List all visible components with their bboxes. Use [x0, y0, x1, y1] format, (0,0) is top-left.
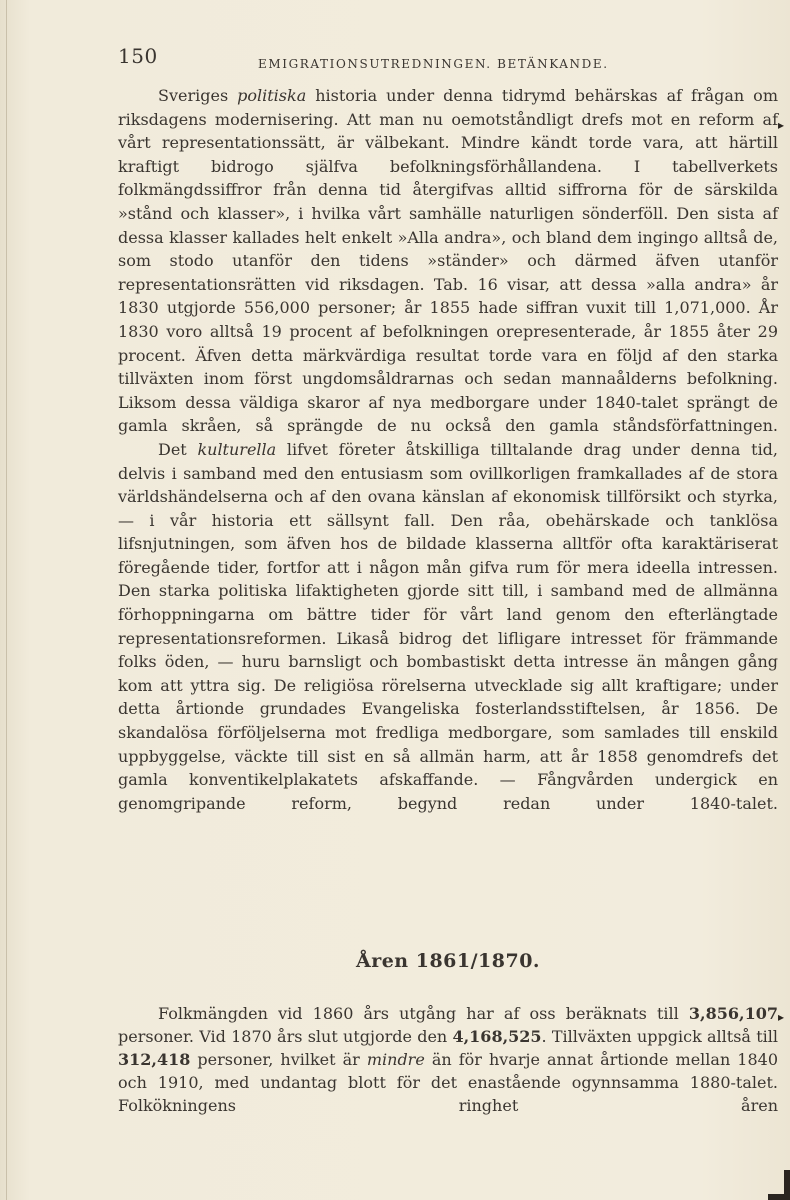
paragraph-1-rest: historia under denna tidrymd behärskas af frågan om riksdagens modernisering. Att man nu oemotståndligt drefs mot en reform af vårt representationssätt, är välbekant. Mindre kändt torde vara, att härtill kraftigt bidrogo själfva befolkningsförhållandena. I tabellverkets folkmängdssiffror från denna tid återgifvas alltid siffrorna för de särskilda »stånd och klasser», i hvilka vårt samhälle naturligen sönderföll. Den sista af dessa klasser kallades helt enkelt »Alla andra», och bland dem ingingo alltså de, som stodo utanför den tidens »ständer» och därmed äfven utanför representationsrätten vid riksdagen. Tab. 16 visar, att dessa »alla andra» år 1830 utgjorde 556,000 personer; år 1855 hade siffran vuxit till 1,071,000. År 1830 voro alltså 19 procent af befolkningen orepresenterade, år 1855 åter 29 procent. Äfven detta märkvärdiga resultat torde vara en följd af den starka tillväxten inom först ungdomsåldrarnas och sedan mannaålderns befolkning. Liksom dessa väldiga skaror af nya medborgare under 1840-talet sprängt de gamla skråen, så sprängde de nu också den gamla ståndsförfattningen.: [118, 86, 778, 436]
section-emphasis: mindre: [366, 1050, 425, 1069]
population-1860: 3,856,107: [688, 1004, 778, 1023]
section-paragraph: [118, 1002, 778, 1117]
section-text-growth: . Tillväxten uppgick alltså till: [541, 1027, 779, 1046]
running-title: EMIGRATIONSUTREDNINGEN. BETÄNKANDE.: [258, 57, 609, 71]
section-text-1870: personer. Vid 1870 års slut utgjorde den: [118, 1027, 453, 1046]
page-header: [118, 44, 698, 80]
paragraph-1-emphasis: politiska: [237, 86, 307, 105]
population-growth: 312,418: [118, 1050, 191, 1069]
paragraph-1-start: Sveriges: [158, 86, 238, 105]
margin-mark: ▸: [777, 1010, 784, 1024]
section-text-end: än för hvarje annat årtionde mellan 1840 och 1910, med undantag blott för det enastående ogynnsamma 1880-talet. Folkökningens ringhet åren: [118, 1050, 779, 1115]
paragraph-political-history: [118, 84, 778, 438]
body-text: [118, 84, 778, 815]
page-number: 150: [118, 44, 158, 68]
page-gutter-line: [6, 0, 7, 1200]
paragraph-2-rest: lifvet företer åtskilliga tilltalande drag under denna tid, delvis i samband med den entusiasm som ovillkorligen framkallades af de stora världshändelserna och af den ovana känslan af ekonomisk tillförsikt och styrka, — i vår historia ett sällsynt fall. Den råa, obehärskade och tanklösa lifsnjutningen, som äfven hos de bildade klasserna alltför ofta karaktäriserat föregående tider, fortfor att i någon mån gifva rum för mera ideella intressen. Den starka politiska lifaktigheten gjorde sitt till, i samband med de allmänna förhoppningarna om bättre tider för vårt land genom den efterlängtade representationsreformen. Likaså bidrog det lifligare intresset för främmande folks öden, — huru barnsligt och bombastiskt detta intresse än mången gång kom att yttra sig. De religiösa rörelserna utvecklade sig allt kraftigare; under detta årtionde grundades Evangeliska fosterlandsstiftelsen, år 1856. De skandalösa förföljelserna mot fredliga medborgare, som samlades till enskild uppbyggelse, väckte till sist en så allmän harm, att år 1858 genomdrefs det gamla konventikelplakatets afskaffande. — Fångvården undergick en genomgripande reform, begynd redan under 1840-talet.: [118, 439, 779, 813]
paragraph-2-start: Det: [158, 439, 198, 459]
corner-mark: [768, 1170, 790, 1200]
paragraph-cultural-life: [118, 438, 778, 816]
section-text-start: Folkmängden vid 1860 års utgång har af oss beräknats till: [158, 1004, 689, 1023]
margin-mark: ▸: [777, 118, 784, 132]
paragraph-2-emphasis: kulturella: [197, 439, 277, 459]
section-1861-1870: [118, 950, 779, 1115]
section-heading: Åren 1861/1870.: [355, 950, 541, 972]
population-1870: 4,168,525: [452, 1027, 542, 1046]
section-text-persons: personer, hvilket är: [190, 1050, 367, 1069]
